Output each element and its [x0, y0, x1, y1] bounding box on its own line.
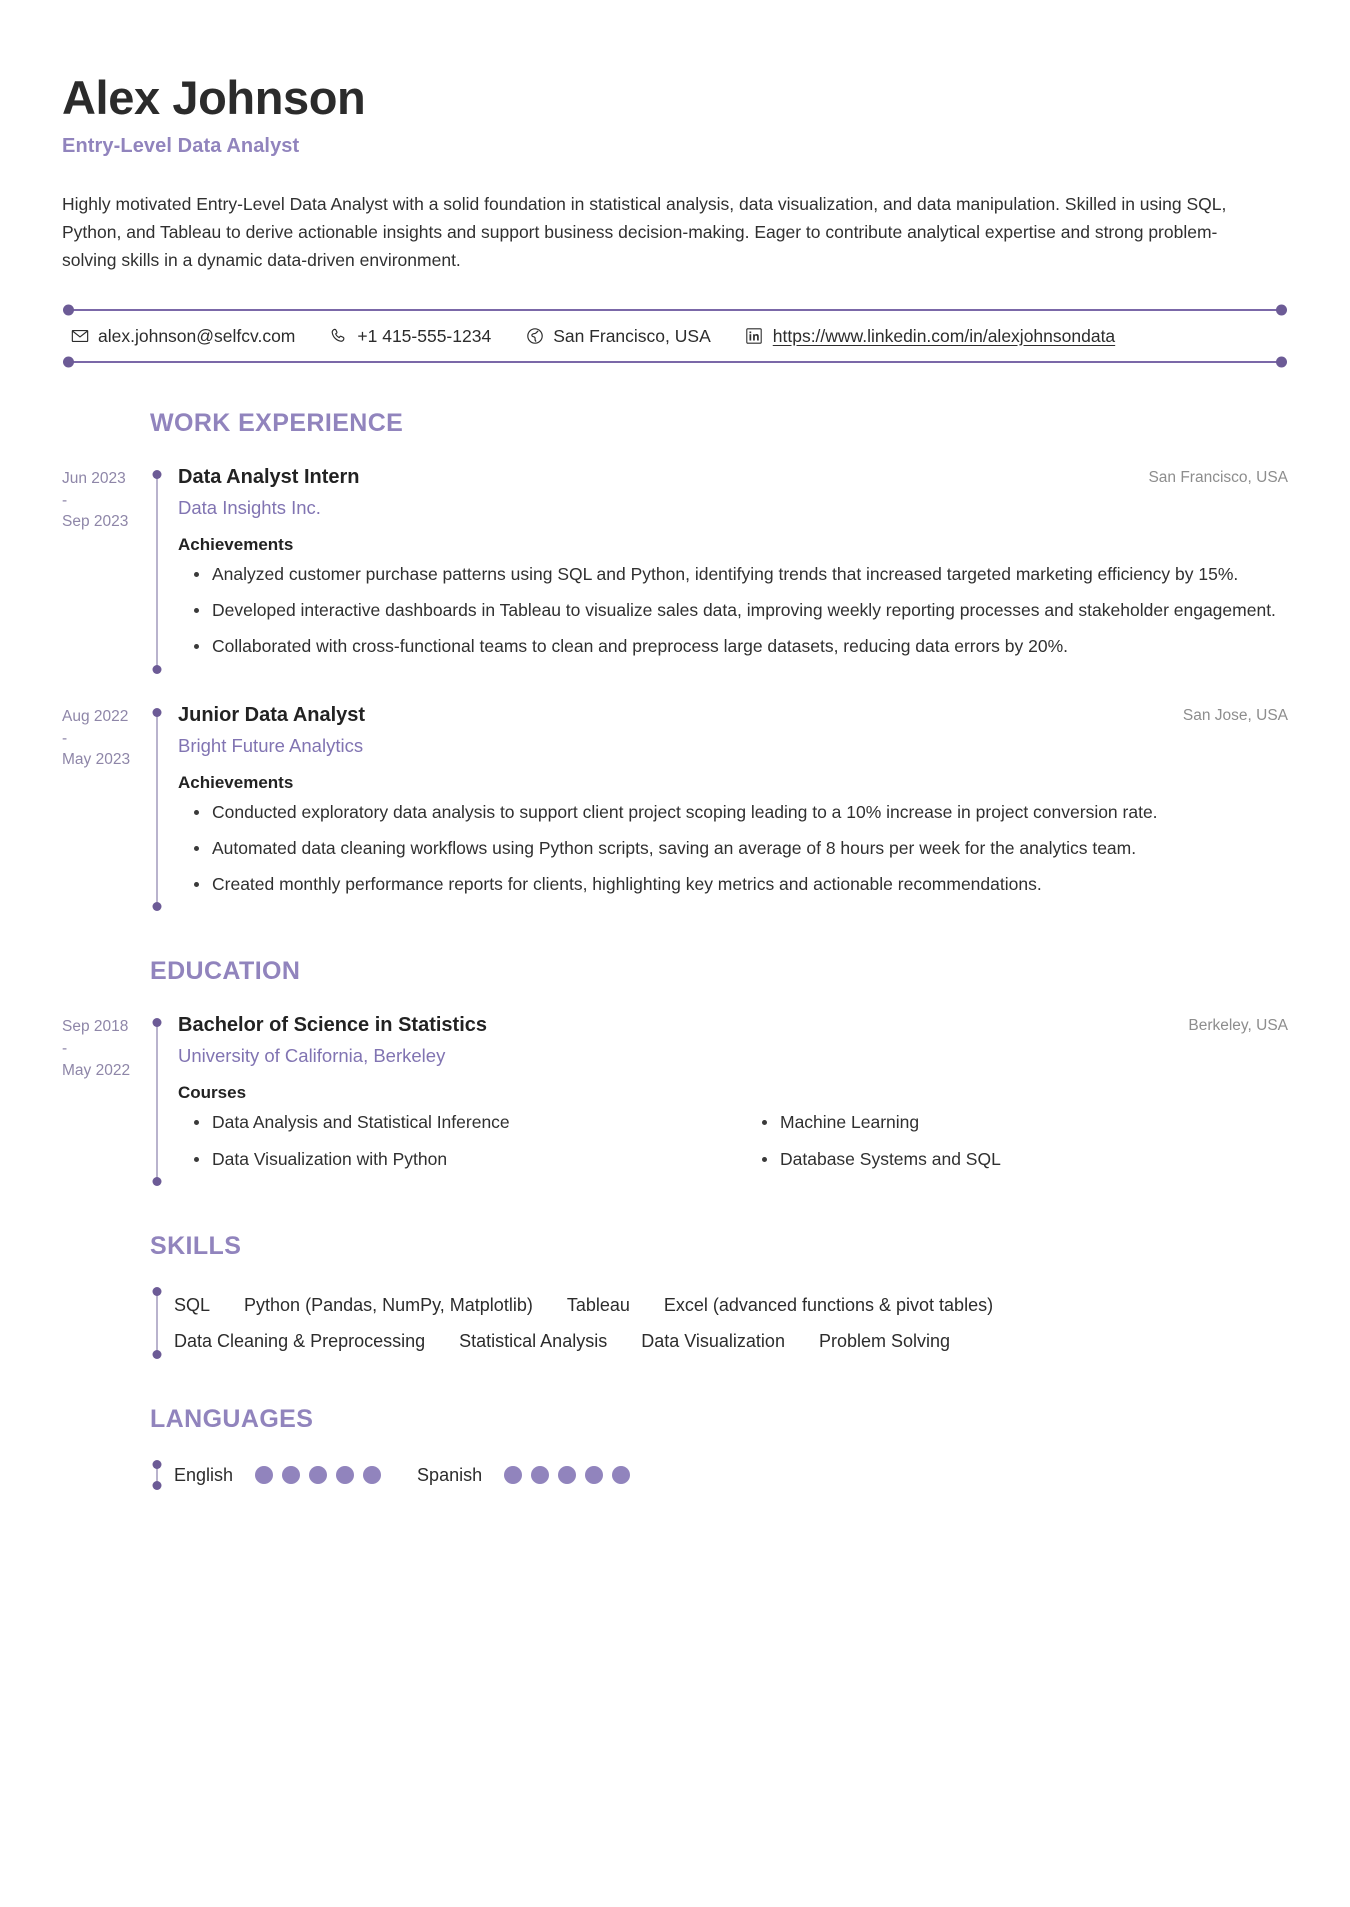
education-courses-label: Courses: [178, 1083, 247, 1103]
timeline-line: [156, 1292, 158, 1354]
timeline-dot-top: [153, 1287, 162, 1296]
work-achievements-list: [178, 799, 1288, 899]
level-dot: [558, 1466, 576, 1484]
skill-chip: Excel (advanced functions & pivot tables): [663, 1295, 994, 1316]
section-work-experience: [62, 409, 1288, 912]
skills-row: [174, 1323, 1288, 1359]
job-headline: Entry-Level Data Analyst: [62, 134, 300, 157]
education-entry-head: [178, 1012, 1288, 1038]
list-item: Analyzed customer purchase patterns using SQL and Python, identifying trends that increased targeted marketing efficiency by 15%.: [182, 561, 1288, 588]
list-item: Created monthly performance reports for clients, highlighting key metrics and actionable recommendations.: [182, 871, 1288, 898]
work-entry-dates: [62, 702, 150, 912]
work-entry-body: [164, 702, 1288, 912]
timeline-dot-bottom: [153, 1350, 162, 1359]
list-item: Data Visualization with Python: [182, 1146, 720, 1173]
skills-entry: [150, 1287, 1288, 1359]
timeline-line: [156, 712, 158, 908]
skill-chip: Data Cleaning & Preprocessing: [174, 1331, 426, 1352]
language-item: [174, 1465, 381, 1486]
contact-email-text: alex.johnson@selfcv.com: [98, 325, 296, 346]
timeline-line: [156, 1022, 158, 1182]
contact-location-text: San Francisco, USA: [553, 325, 711, 346]
level-dot: [363, 1466, 381, 1484]
date-separator: -: [62, 491, 68, 509]
work-entry: [62, 464, 1288, 674]
linkedin-icon: [745, 327, 764, 346]
work-organization: Data Insights Inc.: [178, 496, 321, 518]
section-title-skills: SKILLS: [150, 1232, 242, 1261]
level-dot: [255, 1466, 273, 1484]
timeline-dot-bottom: [153, 1177, 162, 1186]
education-entry-body: [164, 1012, 1288, 1186]
timeline-dot-bottom: [153, 1481, 162, 1490]
work-organization: Bright Future Analytics: [178, 734, 364, 756]
work-achievements-label: Achievements: [178, 534, 294, 554]
languages-body: [164, 1460, 1288, 1490]
timeline-track: [150, 1460, 164, 1490]
date-end: May 2023: [62, 751, 131, 769]
contact-phone-text: +1 415-555-1234: [357, 325, 492, 346]
education-institution: University of California, Berkeley: [178, 1045, 446, 1067]
skills-body: [164, 1287, 1288, 1359]
list-item: Data Analysis and Statistical Inference: [182, 1109, 720, 1136]
skill-chip: Statistical Analysis: [459, 1331, 608, 1352]
education-courses-list: [178, 1109, 1288, 1182]
skill-chip: SQL: [174, 1295, 211, 1316]
resume-header: [62, 72, 1288, 275]
work-entry-head: [178, 702, 1288, 728]
skill-chip: Tableau: [566, 1295, 630, 1316]
date-separator: -: [62, 729, 68, 747]
level-dot: [504, 1466, 522, 1484]
skills-row: [174, 1287, 1288, 1323]
contact-email[interactable]: [70, 326, 295, 347]
work-achievements-label: Achievements: [178, 772, 294, 792]
work-job-title: Junior Data Analyst: [178, 703, 366, 726]
contact-phone[interactable]: [329, 326, 491, 347]
timeline-line: [156, 474, 158, 670]
timeline-dot-bottom: [153, 665, 162, 674]
level-dot: [531, 1466, 549, 1484]
languages-entry: [150, 1460, 1288, 1490]
page-title: Alex Johnson: [62, 71, 366, 124]
contact-linkedin[interactable]: [745, 326, 1115, 347]
work-entry-head: [178, 464, 1288, 490]
language-level-dots: [504, 1466, 630, 1484]
skill-chip: Data Visualization: [641, 1331, 785, 1352]
education-entry: [62, 1012, 1288, 1186]
contact-linkedin-link[interactable]: https://www.linkedin.com/in/alexjohnsondata: [772, 325, 1116, 346]
work-achievements-list: [178, 561, 1288, 661]
section-title-languages: LANGUAGES: [150, 1405, 314, 1434]
timeline-dot-bottom: [153, 902, 162, 911]
level-dot: [585, 1466, 603, 1484]
timeline-track: [150, 702, 164, 912]
section-title-work: WORK EXPERIENCE: [150, 408, 404, 437]
list-item: Conducted exploratory data analysis to support client project scoping leading to a 10% increase in project conversion rate.: [182, 799, 1288, 826]
timeline-track: [150, 464, 164, 674]
section-languages: [62, 1405, 1288, 1490]
level-dot: [336, 1466, 354, 1484]
contact-bar: [62, 311, 1288, 361]
list-item: Developed interactive dashboards in Tableau to visualize sales data, improving weekly reporting processes and stakeholder engagement.: [182, 597, 1288, 624]
skill-chip: Problem Solving: [818, 1331, 951, 1352]
timeline-track: [150, 1012, 164, 1186]
education-location: Berkeley, USA: [1188, 1017, 1288, 1035]
timeline-dot-top: [153, 470, 162, 479]
section-title-education: EDUCATION: [150, 957, 301, 986]
level-dot: [309, 1466, 327, 1484]
envelope-icon: [70, 327, 89, 346]
date-start: Aug 2022: [62, 707, 129, 725]
location-icon: [525, 327, 544, 346]
section-education: [62, 957, 1288, 1186]
work-job-title: Data Analyst Intern: [178, 465, 360, 488]
language-level-dots: [255, 1466, 381, 1484]
timeline-dot-top: [153, 1460, 162, 1469]
list-item: Database Systems and SQL: [750, 1146, 1288, 1173]
language-name: English: [174, 1464, 234, 1485]
contact-location[interactable]: [525, 326, 711, 347]
list-item: Collaborated with cross-functional teams to clean and preprocess large datasets, reducing data errors by 20%.: [182, 633, 1288, 660]
language-name: Spanish: [417, 1464, 483, 1485]
timeline-track: [150, 1287, 164, 1359]
date-start: Sep 2018: [62, 1018, 129, 1036]
date-separator: -: [62, 1040, 68, 1058]
list-item: Automated data cleaning workflows using Python scripts, saving an average of 8 hours per week for the analytics team.: [182, 835, 1288, 862]
work-job-location: San Jose, USA: [1182, 706, 1288, 724]
contact-divider-bottom: [68, 361, 1282, 363]
date-start: Jun 2023: [62, 469, 126, 487]
skill-chip: Python (Pandas, NumPy, Matplotlib): [244, 1295, 533, 1316]
work-entry: [62, 702, 1288, 912]
date-end: Sep 2023: [62, 513, 129, 531]
education-entry-dates: [62, 1012, 150, 1186]
list-item: Machine Learning: [750, 1109, 1288, 1136]
phone-icon: [329, 327, 348, 346]
section-skills: [62, 1232, 1288, 1359]
contact-divider-top: [68, 309, 1282, 311]
work-entry-dates: [62, 464, 150, 674]
timeline-dot-top: [153, 708, 162, 717]
language-item: [417, 1465, 630, 1486]
professional-summary: Highly motivated Entry-Level Data Analyst with a solid foundation in statistical analysis, data visualization, and data manipulation. Skilled in using SQL, Python, and Tableau to derive actionable insights and support business decision-making. Eager to contribute analytical expertise and strong problem-solving skills in a dynamic data-driven environment.: [62, 193, 1227, 271]
timeline-dot-top: [153, 1018, 162, 1027]
date-end: May 2022: [62, 1061, 131, 1079]
work-entry-body: [164, 464, 1288, 674]
education-degree: Bachelor of Science in Statistics: [178, 1014, 487, 1037]
level-dot: [612, 1466, 630, 1484]
level-dot: [282, 1466, 300, 1484]
work-job-location: San Francisco, USA: [1148, 468, 1288, 486]
